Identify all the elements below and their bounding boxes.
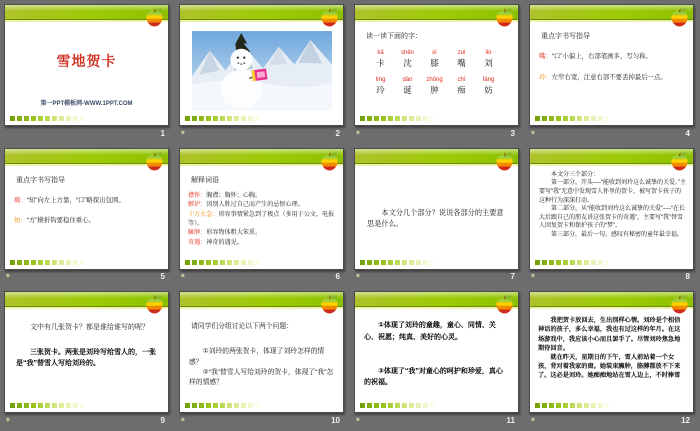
footer-squares-decoration [10, 116, 84, 121]
keyword: 玲： [539, 73, 552, 81]
deck-title: 雪地贺卡 [56, 53, 117, 69]
pinyin: shěn [400, 50, 414, 56]
thumbnail-footer [4, 270, 169, 283]
paragraph: 第一部分，开头----“能收到刘玲这么诚挚的关爱。”主要写“我”无意中发现雪人怀里的贺卡，被写贺卡孩子的这种行为深深打动。 [539, 180, 686, 204]
keyword: 襟怀： [188, 191, 207, 199]
question-text: 文中有几张贺卡？都是谁给谁写的呢？ [30, 324, 149, 332]
reading-passage [530, 309, 693, 380]
thumbnail-footer [354, 270, 519, 283]
pinyin: dàn [402, 77, 413, 84]
apple-logo-icon [494, 7, 515, 28]
word-definition [188, 192, 336, 201]
template-site-credit: 第一PPT模板网-WWW.1PPT.COM [40, 101, 133, 107]
discussion-question-1: ①刘玲的两张贺卡，体现了刘玲怎样的情感？ [189, 348, 325, 366]
slide-cell-6 [175, 144, 350, 288]
character: 沈 [403, 58, 412, 69]
pinyin: zhǒng [426, 77, 443, 84]
slide-thumbnail-11[interactable] [354, 291, 519, 413]
character: 卡 [376, 58, 385, 69]
character: 嘴 [457, 58, 466, 69]
answer-text: 三张贺卡。两张是刘玲写给雪人的，一张是“我”替雪人写给刘玲的。 [16, 348, 156, 367]
keyword: 嘴： [539, 53, 552, 60]
apple-logo-icon [494, 294, 515, 315]
definition-text: 形容事情紧急到了极点（多用于公文、电报等）。 [188, 210, 335, 227]
pinyin: chī [457, 77, 466, 84]
pinyin: liú [485, 50, 492, 56]
slide-number: 7 [510, 272, 515, 282]
pinyin-row-2 [355, 77, 518, 96]
animation-star-icon[interactable] [530, 130, 536, 137]
footer-squares-decoration [360, 260, 434, 265]
slide-number: 4 [685, 128, 690, 138]
answer-2: ②体现了“我”对童心的呵护和珍爱，真心的祝福。 [364, 367, 503, 386]
slide-heading: 重点字书写指导 [541, 33, 590, 40]
keyword: 嫉妒： [188, 201, 207, 209]
slide-cell-4 [525, 0, 700, 144]
footer-squares-decoration [360, 116, 434, 121]
slide-cell-7 [350, 144, 525, 288]
thumbnail-footer [354, 126, 519, 139]
tip-text: “方”横折钩要稳住重心。 [26, 217, 95, 225]
animation-star-icon[interactable] [530, 417, 536, 424]
pinyin: fáng [482, 77, 495, 84]
animation-star-icon[interactable] [355, 417, 361, 424]
slide-cell-12 [525, 287, 700, 431]
character: 诞 [403, 85, 412, 96]
slide-number: 11 [506, 415, 515, 425]
tip-text: 左窄右宽，注意右部不要丢掉最后一点。 [551, 73, 667, 81]
apple-logo-icon [144, 7, 165, 28]
slide-heading: 读一读下面的字： [366, 33, 422, 40]
passage-paragraph-2: 就在昨天，星期日的下午，雪人前站着一个女孩，背对着我家的窗。她装束臃肿，胳膊都放不下来了。这必是刘玲。她痴痴地站在雪人边上，不时捧雪 [538, 354, 681, 380]
thumbnail-footer [179, 413, 344, 426]
slide-thumbnail-3[interactable] [354, 4, 519, 126]
word-definition [188, 201, 336, 210]
character: 玲 [376, 85, 385, 96]
writing-tip [14, 196, 159, 206]
writing-tip [539, 73, 684, 83]
slide-cell-5 [0, 144, 175, 288]
slide-cell-2 [175, 0, 350, 144]
slide-number: 9 [160, 415, 165, 425]
slide-thumbnail-4[interactable] [529, 4, 694, 126]
character: 痴 [457, 85, 466, 96]
footer-squares-decoration [535, 403, 609, 408]
slide-thumbnail-12[interactable] [529, 291, 694, 413]
pinyin: kǎ [377, 50, 384, 56]
pinyin: líng [375, 77, 386, 84]
thumbnail-footer [529, 126, 694, 139]
character: 妨 [484, 85, 493, 96]
footer-squares-decoration [185, 260, 259, 265]
character: 肿 [430, 85, 439, 96]
animation-star-icon[interactable] [5, 273, 11, 280]
footer-squares-decoration [185, 116, 259, 121]
keyword: 臃肿： [188, 229, 207, 237]
discussion-heading: 请同学们分组讨论以下两个问题： [191, 323, 293, 331]
footer-squares-decoration [535, 116, 609, 121]
animation-star-icon[interactable] [5, 417, 11, 424]
thumbnail-footer [4, 413, 169, 426]
slide-cell-3 [350, 0, 525, 144]
thumbnail-footer [529, 413, 694, 426]
slide-number: 2 [335, 128, 340, 138]
keyword: 十万火急： [188, 210, 219, 218]
slide-thumbnail-5[interactable] [4, 148, 169, 270]
animation-star-icon[interactable] [530, 273, 536, 280]
slide-thumbnail-6[interactable] [179, 148, 344, 270]
character: 膝 [430, 58, 439, 69]
question-text: 本文分几个部分？说说各部分的主要意思是什么。 [367, 207, 504, 229]
apple-logo-icon [319, 151, 340, 172]
word-definition [188, 229, 336, 238]
slide-cell-1 [0, 0, 175, 144]
animation-star-icon[interactable] [355, 130, 361, 137]
slide-number: 6 [335, 272, 340, 282]
slide-heading: 解释词语 [191, 176, 219, 184]
paragraph: 第二部分，从“能收到刘玲这么诚挚的关爱”----“在长大后跟自己的朋友讲这张贺卡的奇遇”，主要写“我”替雪人回复贺卡和保护孩子的“梦”。 [539, 206, 685, 230]
character: 刘 [484, 58, 493, 69]
slide-number: 12 [681, 415, 690, 425]
animation-star-icon[interactable] [355, 273, 361, 280]
slide-number: 5 [160, 272, 165, 282]
footer-squares-decoration [10, 403, 84, 408]
animation-star-icon[interactable] [180, 417, 186, 424]
slide-heading: 重点字书写指导 [16, 176, 65, 184]
pinyin: xī [432, 50, 437, 56]
discussion-question-2: ②“我”替雪人写给刘玲的贺卡，体现了“我”怎样的情感？ [189, 368, 334, 386]
apple-logo-icon [669, 7, 690, 28]
slide-number: 8 [685, 272, 690, 282]
definition-text: 神奇的遇见。 [206, 238, 243, 246]
slide-cell-9 [0, 287, 175, 431]
pinyin-row-1 [355, 50, 518, 69]
slide-cell-8 [525, 144, 700, 288]
slide-cell-11 [350, 287, 525, 431]
tip-text: “知”向左上方靠，“口”略探出包围。 [26, 196, 125, 204]
keyword: 痴： [14, 196, 27, 204]
thumbnail-footer [4, 126, 169, 139]
slide-cell-10 [175, 287, 350, 431]
apple-logo-icon [319, 7, 340, 28]
apple-logo-icon [669, 294, 690, 315]
definition-text: 胸襟；胸怀；心胸。 [206, 191, 262, 199]
definition-text: 形容物体粗大笨重。 [206, 229, 262, 237]
apple-logo-icon [669, 151, 690, 172]
word-definition [188, 239, 336, 248]
paragraph: 本文分三个部分： [551, 171, 600, 178]
snowman-photo [192, 31, 332, 110]
writing-tip [539, 52, 684, 62]
footer-squares-decoration [10, 260, 84, 265]
keyword: 妨： [14, 217, 27, 225]
footer-squares-decoration [360, 403, 434, 408]
slide-thumbnail-10[interactable] [179, 291, 344, 413]
apple-logo-icon [319, 294, 340, 315]
slide-number: 3 [510, 128, 515, 138]
writing-tip [14, 216, 159, 226]
apple-logo-icon [494, 151, 515, 172]
slide-thumbnail-7[interactable] [354, 148, 519, 270]
thumbnail-footer [354, 413, 519, 426]
apple-logo-icon [144, 294, 165, 315]
slide-thumbnail-2[interactable] [179, 4, 344, 126]
slide-number: 1 [160, 128, 165, 138]
apple-logo-icon [144, 151, 165, 172]
animation-star-icon[interactable] [180, 273, 186, 280]
keyword: 奇遇： [188, 238, 207, 246]
tip-text: “口”小偏上，右部笔画多，写匀称。 [551, 53, 652, 60]
paragraph: 第三部分，最后一句。感叹有秘密的童年最幸福。 [551, 232, 684, 239]
thumbnail-footer [529, 270, 694, 283]
answer-1: ①体现了刘玲的童趣，童心、同情、关心、祝愿；纯真、美好的心灵。 [364, 322, 496, 341]
pinyin: zuǐ [457, 50, 466, 56]
thumbnail-footer [179, 270, 344, 283]
footer-squares-decoration [185, 403, 259, 408]
slide-thumbnail-1[interactable] [4, 4, 169, 126]
footer-squares-decoration [535, 260, 609, 265]
definition-text: 因别人胜过自己而产生的忌恨心理。 [206, 201, 304, 209]
slide-number: 10 [331, 415, 340, 425]
passage-paragraph-1: 我把贺卡放回去，生出别样心情。刘玲是个相信神话的孩子，多么幸福，我也有过这样的年月。在这场游戏中，我应该小心而且罢手了。尽管刘玲焦急地期待回音。 [538, 317, 681, 352]
slide-thumbnail-9[interactable] [4, 291, 169, 413]
word-definition [188, 211, 336, 228]
thumbnail-footer [179, 126, 344, 139]
slide-thumbnail-8[interactable] [529, 148, 694, 270]
animation-star-icon[interactable] [180, 130, 186, 137]
structure-analysis [530, 166, 693, 240]
